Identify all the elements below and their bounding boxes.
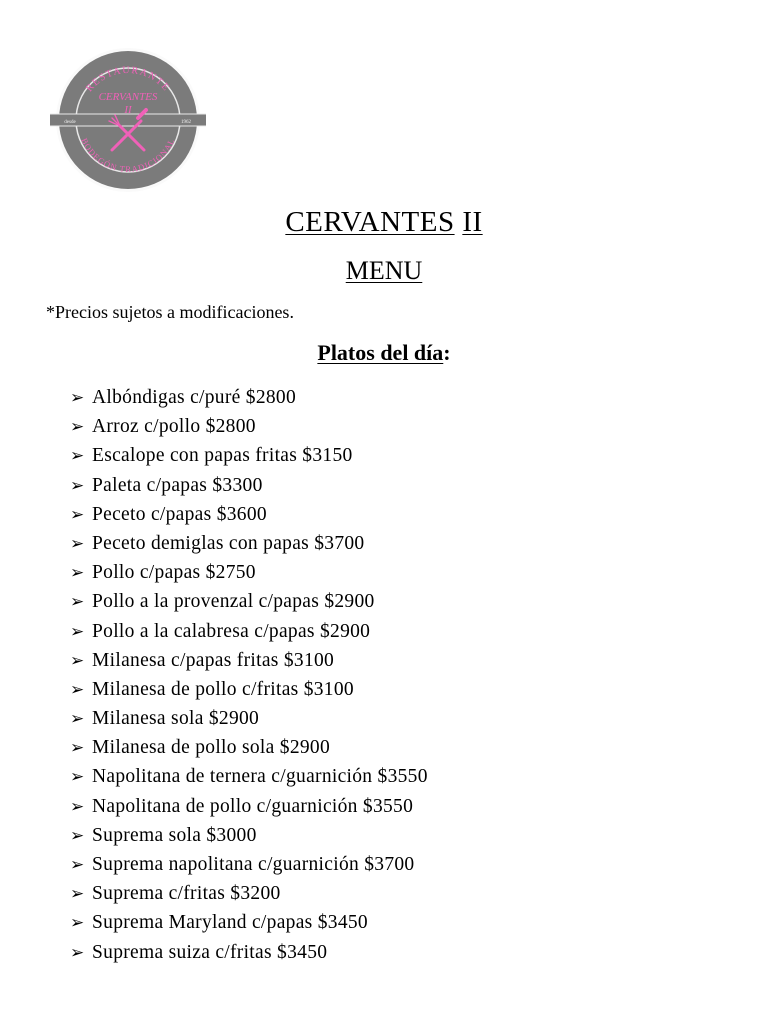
menu-item xyxy=(70,675,428,704)
arrowhead-bullet-icon: ➢ xyxy=(70,388,85,408)
menu-item-text: Suprema napolitana c/guarnición $3700 xyxy=(92,854,415,875)
menu-item xyxy=(70,908,428,937)
restaurant-logo xyxy=(48,48,208,193)
logo-right-band-text: 1962 xyxy=(181,120,191,125)
arrowhead-bullet-icon: ➢ xyxy=(70,533,85,554)
arrowhead-bullet-icon: ➢ xyxy=(70,504,85,525)
title-roman: II xyxy=(462,206,483,238)
menu-item-text: Pollo a la calabresa c/papas $2900 xyxy=(92,620,371,642)
menu-item-text: Suprema sola $3000 xyxy=(92,824,257,846)
menu-list xyxy=(70,383,428,967)
menu-item xyxy=(70,879,428,908)
menu-item-text: Suprema c/fritas $3200 xyxy=(92,883,281,905)
arrowhead-bullet-icon: ➢ xyxy=(70,650,85,671)
arrowhead-bullet-icon: ➢ xyxy=(70,942,85,963)
logo-bottom-text: BODEGÓN TRADICIONAL xyxy=(79,136,177,175)
logo-left-band-text: desde xyxy=(64,120,76,125)
logo-name-line2: II xyxy=(124,104,132,116)
section-heading-text: Platos del día xyxy=(317,340,444,365)
arrowhead-bullet-icon: ➢ xyxy=(70,592,85,613)
arrowhead-bullet-icon: ➢ xyxy=(70,796,85,817)
menu-item xyxy=(70,412,428,441)
menu-item xyxy=(70,441,428,470)
menu-item xyxy=(70,850,428,879)
arrowhead-bullet-icon: ➢ xyxy=(70,709,85,730)
price-disclaimer: *Precios sujetos a modificaciones. xyxy=(46,302,294,322)
menu-item xyxy=(70,471,428,500)
menu-item-text: Milanesa de pollo sola $2900 xyxy=(92,737,331,759)
menu-item-text: Milanesa c/papas fritas $3100 xyxy=(92,649,335,671)
menu-heading: MENU xyxy=(345,256,423,285)
menu-item-text: Napolitana de ternera c/guarnición $3550 xyxy=(92,766,428,788)
menu-item-text: Paleta c/papas $3300 xyxy=(92,474,263,496)
page-title xyxy=(0,206,768,239)
menu-item-text: Arroz c/pollo $2800 xyxy=(92,416,256,438)
menu-item-text: Pollo c/papas $2750 xyxy=(92,562,256,584)
menu-item xyxy=(70,792,428,821)
menu-item xyxy=(70,500,428,529)
arrowhead-bullet-icon: ➢ xyxy=(70,825,85,846)
menu-item xyxy=(70,938,428,967)
menu-item xyxy=(70,617,428,646)
menu-item xyxy=(70,383,428,412)
menu-item-text: Suprema suiza c/fritas $3450 xyxy=(92,941,328,963)
arrowhead-bullet-icon: ➢ xyxy=(70,446,85,467)
menu-item-text: Peceto c/papas $3600 xyxy=(92,503,267,525)
logo-top-text: RESTAURANTE xyxy=(83,64,173,95)
arrowhead-bullet-icon: ➢ xyxy=(70,679,85,700)
menu-item xyxy=(70,704,428,733)
menu-item-text: Albóndigas c/puré $2800 xyxy=(92,387,297,408)
menu-item xyxy=(70,646,428,675)
arrowhead-bullet-icon: ➢ xyxy=(70,475,85,496)
menu-item xyxy=(70,529,428,558)
title-main: CERVANTES xyxy=(285,206,455,238)
arrowhead-bullet-icon: ➢ xyxy=(70,621,85,642)
menu-item xyxy=(70,558,428,587)
menu-item-text: Napolitana de pollo c/guarnición $3550 xyxy=(92,795,414,817)
arrowhead-bullet-icon: ➢ xyxy=(70,767,85,788)
arrowhead-bullet-icon: ➢ xyxy=(70,417,85,438)
arrowhead-bullet-icon: ➢ xyxy=(70,913,85,934)
arrowhead-bullet-icon: ➢ xyxy=(70,738,85,759)
menu-item xyxy=(70,587,428,616)
menu-item xyxy=(70,733,428,762)
menu-item-text: Escalope con papas fritas $3150 xyxy=(92,445,353,467)
menu-item xyxy=(70,762,428,791)
menu-item-text: Milanesa sola $2900 xyxy=(92,708,260,730)
menu-item-text: Peceto demiglas con papas $3700 xyxy=(92,532,365,554)
logo-name-line1: CERVANTES xyxy=(98,91,158,103)
menu-item-text: Pollo a la provenzal c/papas $2900 xyxy=(92,591,375,613)
section-heading xyxy=(0,340,768,366)
menu-item-text: Milanesa de pollo c/fritas $3100 xyxy=(92,678,354,700)
menu-item-text: Suprema Maryland c/papas $3450 xyxy=(92,912,368,934)
menu-item xyxy=(70,821,428,850)
arrowhead-bullet-icon: ➢ xyxy=(70,563,85,584)
arrowhead-bullet-icon: ➢ xyxy=(70,884,85,905)
arrowhead-bullet-icon: ➢ xyxy=(70,855,85,875)
section-heading-colon: : xyxy=(443,340,451,365)
